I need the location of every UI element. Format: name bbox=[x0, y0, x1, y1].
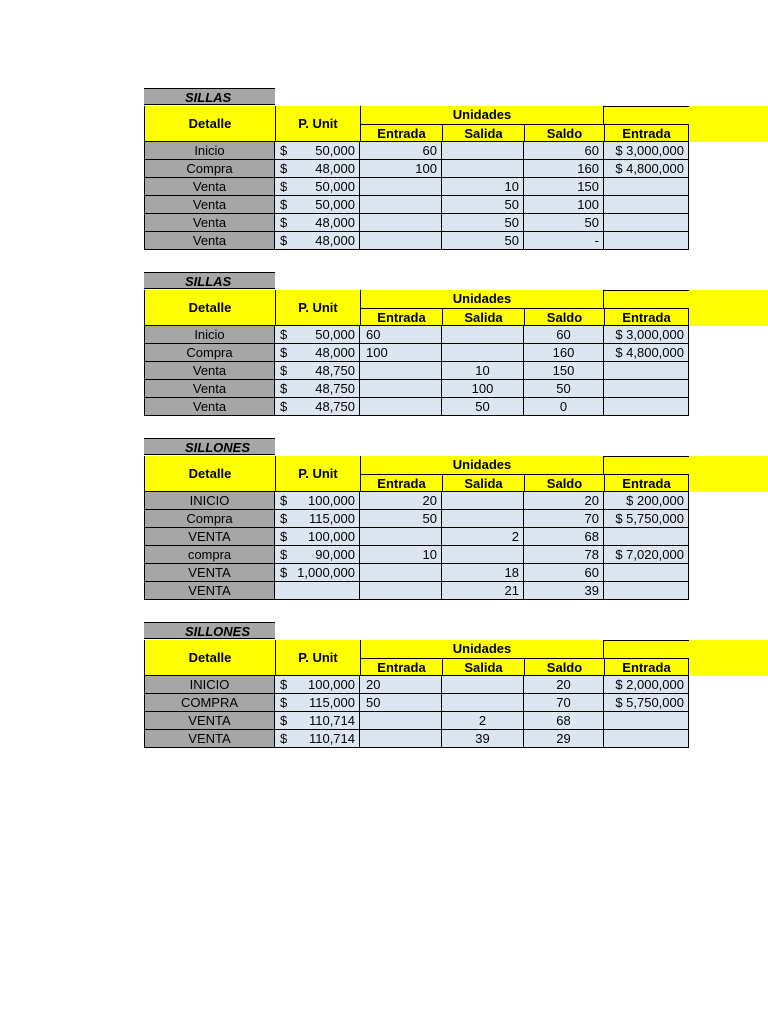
cell-saldo: 70 bbox=[524, 510, 604, 528]
header-detalle: Detalle bbox=[144, 640, 275, 676]
table-row bbox=[144, 196, 689, 214]
header-salida: Salida bbox=[442, 124, 524, 142]
table-row bbox=[144, 380, 689, 398]
header-entrada-valor: Entrada bbox=[604, 658, 689, 676]
table-header bbox=[144, 106, 768, 142]
cell-salida bbox=[442, 142, 524, 160]
currency-symbol: $ bbox=[280, 695, 288, 710]
table-row bbox=[144, 398, 689, 416]
cell-entrada-valor bbox=[604, 214, 689, 232]
currency-symbol: $ bbox=[280, 233, 288, 248]
cell-entrada-valor bbox=[604, 178, 689, 196]
table-row bbox=[144, 582, 689, 600]
cell-salida: 2 bbox=[442, 712, 524, 730]
cell-salida: 50 bbox=[442, 214, 524, 232]
cell-salida bbox=[442, 676, 524, 694]
currency-symbol: $ bbox=[280, 713, 288, 728]
cell-entrada: 60 bbox=[360, 326, 442, 344]
header-divider bbox=[604, 456, 689, 457]
cell-entrada-valor bbox=[604, 232, 689, 250]
price-value: 50,000 bbox=[315, 179, 355, 194]
currency-symbol: $ bbox=[280, 565, 288, 580]
price-value: 100,000 bbox=[308, 677, 355, 692]
cell-detalle: Venta bbox=[144, 178, 275, 196]
cell-saldo: 29 bbox=[524, 730, 604, 748]
price-value: 115,000 bbox=[308, 511, 355, 526]
cell-detalle: Venta bbox=[144, 214, 275, 232]
table-title: SILLAS bbox=[144, 88, 275, 105]
cell-saldo: 160 bbox=[524, 344, 604, 362]
cell-saldo: 60 bbox=[524, 142, 604, 160]
cell-salida bbox=[442, 492, 524, 510]
cell-saldo: 78 bbox=[524, 546, 604, 564]
cell-salida: 2 bbox=[442, 528, 524, 546]
table-title: SILLONES bbox=[144, 438, 275, 455]
cell-salida: 50 bbox=[442, 398, 524, 416]
cell-salida: 50 bbox=[442, 196, 524, 214]
cell-salida: 50 bbox=[442, 232, 524, 250]
price-value: 48,750 bbox=[315, 363, 355, 378]
cell-salida: 10 bbox=[442, 362, 524, 380]
table-header bbox=[144, 640, 768, 676]
cell-entrada-valor bbox=[604, 730, 689, 748]
cell-p-unit bbox=[275, 582, 360, 600]
header-entrada-valor: Entrada bbox=[604, 124, 689, 142]
cell-entrada: 50 bbox=[360, 694, 442, 712]
cell-detalle: Venta bbox=[144, 398, 275, 416]
price-value: 50,000 bbox=[315, 197, 355, 212]
currency-symbol: $ bbox=[280, 197, 288, 212]
cell-p-unit bbox=[275, 196, 360, 214]
price-value: 48,750 bbox=[315, 399, 355, 414]
table-row bbox=[144, 564, 689, 582]
cell-entrada bbox=[360, 362, 442, 380]
cell-entrada bbox=[360, 232, 442, 250]
cell-entrada bbox=[360, 214, 442, 232]
table-row bbox=[144, 362, 689, 380]
cell-salida: 21 bbox=[442, 582, 524, 600]
table-row bbox=[144, 142, 689, 160]
price-value: 100,000 bbox=[308, 529, 355, 544]
cell-p-unit bbox=[275, 730, 360, 748]
table-row bbox=[144, 178, 689, 196]
table-row bbox=[144, 694, 689, 712]
cell-saldo: 68 bbox=[524, 528, 604, 546]
table-row bbox=[144, 528, 689, 546]
cell-entrada-valor: $ 5,750,000 bbox=[604, 694, 689, 712]
cell-entrada bbox=[360, 398, 442, 416]
cell-entrada bbox=[360, 380, 442, 398]
cell-entrada: 20 bbox=[360, 492, 442, 510]
cell-entrada-valor bbox=[604, 564, 689, 582]
cell-saldo: 100 bbox=[524, 196, 604, 214]
price-value: 48,750 bbox=[315, 381, 355, 396]
cell-entrada bbox=[360, 564, 442, 582]
cell-p-unit bbox=[275, 142, 360, 160]
cell-salida bbox=[442, 160, 524, 178]
cell-saldo: 60 bbox=[524, 326, 604, 344]
currency-symbol: $ bbox=[280, 179, 288, 194]
price-value: 48,000 bbox=[315, 345, 355, 360]
cell-saldo: 39 bbox=[524, 582, 604, 600]
cell-saldo: 50 bbox=[524, 380, 604, 398]
cell-detalle: Compra bbox=[144, 510, 275, 528]
cell-salida: 10 bbox=[442, 178, 524, 196]
cell-p-unit bbox=[275, 564, 360, 582]
cell-detalle: VENTA bbox=[144, 730, 275, 748]
cell-entrada bbox=[360, 178, 442, 196]
price-value: 1,000,000 bbox=[297, 565, 355, 580]
cell-salida: 39 bbox=[442, 730, 524, 748]
header-salida: Salida bbox=[442, 474, 524, 492]
currency-symbol: $ bbox=[280, 399, 288, 414]
cell-entrada-valor: $ 4,800,000 bbox=[604, 160, 689, 178]
cell-entrada-valor: $ 3,000,000 bbox=[604, 326, 689, 344]
cell-detalle: Venta bbox=[144, 196, 275, 214]
cell-entrada-valor bbox=[604, 398, 689, 416]
cell-p-unit bbox=[275, 694, 360, 712]
cell-entrada: 50 bbox=[360, 510, 442, 528]
table-header bbox=[144, 456, 768, 492]
cell-salida bbox=[442, 694, 524, 712]
currency-symbol: $ bbox=[280, 529, 288, 544]
cell-entrada bbox=[360, 712, 442, 730]
cell-entrada: 60 bbox=[360, 142, 442, 160]
header-detalle: Detalle bbox=[144, 106, 275, 142]
cell-p-unit bbox=[275, 546, 360, 564]
header-unidades: Unidades bbox=[360, 106, 604, 124]
cell-p-unit bbox=[275, 160, 360, 178]
currency-symbol: $ bbox=[280, 215, 288, 230]
cell-p-unit bbox=[275, 178, 360, 196]
cell-detalle: Compra bbox=[144, 160, 275, 178]
cell-entrada-valor bbox=[604, 362, 689, 380]
header-divider bbox=[604, 640, 689, 641]
table-title: SILLAS bbox=[144, 272, 275, 289]
price-value: 100,000 bbox=[308, 493, 355, 508]
cell-entrada-valor bbox=[604, 582, 689, 600]
cell-detalle: VENTA bbox=[144, 564, 275, 582]
table-row bbox=[144, 326, 689, 344]
cell-p-unit bbox=[275, 232, 360, 250]
cell-p-unit bbox=[275, 510, 360, 528]
cell-detalle: Venta bbox=[144, 232, 275, 250]
cell-saldo: 150 bbox=[524, 362, 604, 380]
cell-saldo: 70 bbox=[524, 694, 604, 712]
price-value: 48,000 bbox=[315, 215, 355, 230]
cell-entrada-valor bbox=[604, 196, 689, 214]
currency-symbol: $ bbox=[280, 547, 288, 562]
cell-entrada: 20 bbox=[360, 676, 442, 694]
header-p-unit: P. Unit bbox=[275, 290, 360, 326]
cell-entrada: 100 bbox=[360, 160, 442, 178]
cell-entrada: 10 bbox=[360, 546, 442, 564]
header-detalle: Detalle bbox=[144, 456, 275, 492]
cell-entrada bbox=[360, 528, 442, 546]
cell-entrada: 100 bbox=[360, 344, 442, 362]
header-unidades: Unidades bbox=[360, 456, 604, 474]
cell-entrada-valor: $ 3,000,000 bbox=[604, 142, 689, 160]
cell-detalle: INICIO bbox=[144, 492, 275, 510]
cell-entrada-valor bbox=[604, 528, 689, 546]
price-value: 48,000 bbox=[315, 161, 355, 176]
table-row bbox=[144, 214, 689, 232]
header-saldo: Saldo bbox=[524, 124, 604, 142]
header-saldo: Saldo bbox=[524, 474, 604, 492]
table-row bbox=[144, 232, 689, 250]
currency-symbol: $ bbox=[280, 143, 288, 158]
cell-detalle: compra bbox=[144, 546, 275, 564]
price-value: 90,000 bbox=[315, 547, 355, 562]
header-divider bbox=[604, 106, 689, 107]
cell-entrada-valor bbox=[604, 380, 689, 398]
cell-saldo: - bbox=[524, 232, 604, 250]
cell-entrada bbox=[360, 730, 442, 748]
header-unidades: Unidades bbox=[360, 290, 604, 308]
cell-entrada-valor: $ 7,020,000 bbox=[604, 546, 689, 564]
cell-entrada-valor bbox=[604, 712, 689, 730]
cell-p-unit bbox=[275, 492, 360, 510]
table-title: SILLONES bbox=[144, 622, 275, 639]
price-value: 50,000 bbox=[315, 143, 355, 158]
header-entrada: Entrada bbox=[360, 474, 442, 492]
currency-symbol: $ bbox=[280, 345, 288, 360]
cell-p-unit bbox=[275, 326, 360, 344]
cell-detalle: Inicio bbox=[144, 142, 275, 160]
cell-detalle: VENTA bbox=[144, 582, 275, 600]
currency-symbol: $ bbox=[280, 731, 288, 746]
header-salida: Salida bbox=[442, 658, 524, 676]
table-row bbox=[144, 712, 689, 730]
cell-p-unit bbox=[275, 380, 360, 398]
price-value: 110,714 bbox=[308, 713, 355, 728]
cell-saldo: 160 bbox=[524, 160, 604, 178]
header-detalle: Detalle bbox=[144, 290, 275, 326]
price-value: 110,714 bbox=[308, 731, 355, 746]
cell-entrada bbox=[360, 196, 442, 214]
table-row bbox=[144, 510, 689, 528]
header-saldo: Saldo bbox=[524, 658, 604, 676]
currency-symbol: $ bbox=[280, 381, 288, 396]
price-value: 48,000 bbox=[315, 233, 355, 248]
cell-detalle: Inicio bbox=[144, 326, 275, 344]
cell-entrada-valor: $ 5,750,000 bbox=[604, 510, 689, 528]
cell-detalle: COMPRA bbox=[144, 694, 275, 712]
cell-entrada-valor: $ 4,800,000 bbox=[604, 344, 689, 362]
cell-detalle: Compra bbox=[144, 344, 275, 362]
table-row bbox=[144, 160, 689, 178]
cell-detalle: VENTA bbox=[144, 528, 275, 546]
header-p-unit: P. Unit bbox=[275, 640, 360, 676]
cell-saldo: 50 bbox=[524, 214, 604, 232]
table-row bbox=[144, 344, 689, 362]
cell-saldo: 20 bbox=[524, 492, 604, 510]
cell-saldo: 68 bbox=[524, 712, 604, 730]
cell-p-unit bbox=[275, 214, 360, 232]
cell-salida bbox=[442, 510, 524, 528]
cell-saldo: 60 bbox=[524, 564, 604, 582]
cell-salida bbox=[442, 344, 524, 362]
cell-p-unit bbox=[275, 362, 360, 380]
cell-p-unit bbox=[275, 712, 360, 730]
header-entrada: Entrada bbox=[360, 308, 442, 326]
currency-symbol: $ bbox=[280, 161, 288, 176]
header-p-unit: P. Unit bbox=[275, 456, 360, 492]
price-value: 50,000 bbox=[315, 327, 355, 342]
cell-detalle: Venta bbox=[144, 380, 275, 398]
table-row bbox=[144, 492, 689, 510]
cell-salida: 100 bbox=[442, 380, 524, 398]
currency-symbol: $ bbox=[280, 327, 288, 342]
cell-detalle: INICIO bbox=[144, 676, 275, 694]
table-row bbox=[144, 546, 689, 564]
header-entrada: Entrada bbox=[360, 658, 442, 676]
currency-symbol: $ bbox=[280, 511, 288, 526]
header-p-unit: P. Unit bbox=[275, 106, 360, 142]
table-row bbox=[144, 676, 689, 694]
cell-p-unit bbox=[275, 528, 360, 546]
cell-saldo: 150 bbox=[524, 178, 604, 196]
cell-p-unit bbox=[275, 344, 360, 362]
currency-symbol: $ bbox=[280, 363, 288, 378]
header-unidades: Unidades bbox=[360, 640, 604, 658]
header-entrada-valor: Entrada bbox=[604, 474, 689, 492]
price-value: 115,000 bbox=[308, 695, 355, 710]
header-entrada-valor: Entrada bbox=[604, 308, 689, 326]
header-salida: Salida bbox=[442, 308, 524, 326]
cell-detalle: Venta bbox=[144, 362, 275, 380]
header-entrada: Entrada bbox=[360, 124, 442, 142]
cell-salida bbox=[442, 326, 524, 344]
table-header bbox=[144, 290, 768, 326]
cell-p-unit bbox=[275, 676, 360, 694]
currency-symbol: $ bbox=[280, 493, 288, 508]
cell-salida bbox=[442, 546, 524, 564]
header-divider bbox=[604, 290, 689, 291]
currency-symbol: $ bbox=[280, 677, 288, 692]
table-row bbox=[144, 730, 689, 748]
header-saldo: Saldo bbox=[524, 308, 604, 326]
cell-saldo: 0 bbox=[524, 398, 604, 416]
cell-entrada bbox=[360, 582, 442, 600]
cell-saldo: 20 bbox=[524, 676, 604, 694]
cell-entrada-valor: $ 200,000 bbox=[604, 492, 689, 510]
cell-detalle: VENTA bbox=[144, 712, 275, 730]
cell-entrada-valor: $ 2,000,000 bbox=[604, 676, 689, 694]
cell-salida: 18 bbox=[442, 564, 524, 582]
cell-p-unit bbox=[275, 398, 360, 416]
